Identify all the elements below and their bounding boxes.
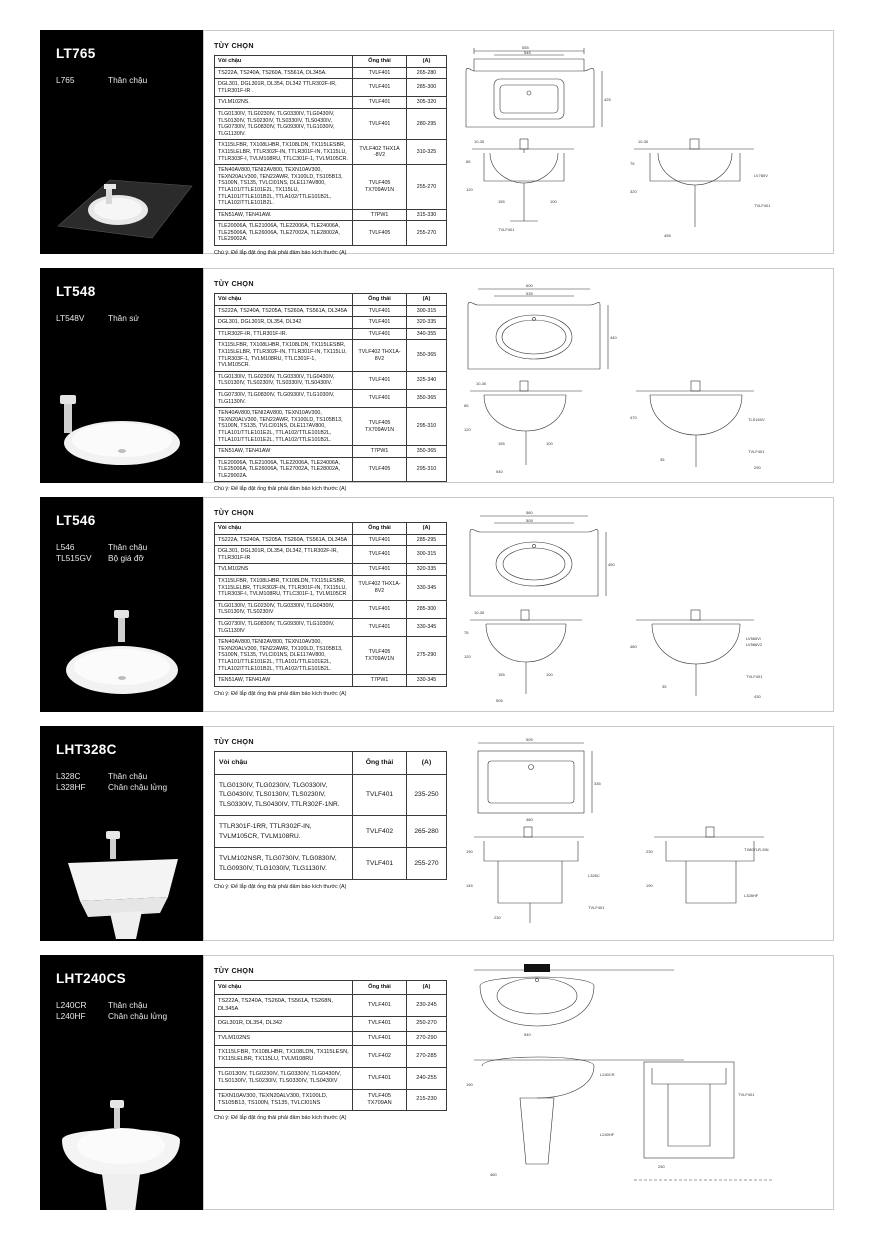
product-desc: Thân sứ — [108, 313, 139, 323]
svg-text:600: 600 — [526, 283, 533, 288]
cell-drain: TVLF402 THX1A-8V2 — [353, 575, 407, 600]
cell-drain: TVLF401 — [353, 546, 407, 564]
cell-faucet: TVLM102NS — [215, 1031, 353, 1045]
product-desc: Thân chậu — [108, 542, 148, 552]
product-code: LT548 — [56, 284, 96, 299]
svg-text:LV565V/: LV565V/ — [746, 636, 762, 641]
table-row — [215, 534, 447, 546]
table-caption: TÙY CHỌN — [214, 279, 254, 288]
cell-faucet: TLG0130IV, TLG0230IV, TLG0330IV, TLG0430IV, TLS0130IV, TLS0230IV, TLS0330IV, TLS0430IV, TLG0730IV, TLG0830IV, TLG0930IV, TLG1030IV, TLG1130IV. — [215, 108, 353, 139]
product-panel — [40, 30, 203, 254]
svg-text:TVLF401: TVLF401 — [498, 227, 515, 232]
svg-text:190: 190 — [646, 883, 653, 888]
cell-drain: T7PW1 — [353, 446, 407, 458]
cell-faucet: TTLR302F-IR, TTLR301F-IR. — [215, 328, 353, 340]
svg-text:120: 120 — [466, 187, 473, 192]
spec-table — [214, 751, 447, 880]
svg-text:460: 460 — [490, 1172, 497, 1177]
product-desc: Thân chậu — [108, 771, 148, 781]
cell-a: 275-290 — [407, 637, 447, 675]
product-code: LHT240CS — [56, 971, 126, 986]
cell-a: 300-315 — [407, 546, 447, 564]
table-row — [215, 1067, 447, 1089]
cell-drain: TVLF401 — [353, 67, 407, 79]
table-row — [215, 408, 447, 446]
table-row — [215, 637, 447, 675]
col-header-faucet: Vòi chậu — [215, 523, 353, 535]
cell-a: 330-345 — [407, 675, 447, 687]
table-row — [215, 140, 447, 165]
cell-faucet: DGL301, DGL301R, DL354, DL342 — [215, 317, 353, 329]
svg-text:480: 480 — [630, 644, 637, 649]
cell-drain: TVLF405 — [353, 457, 407, 482]
svg-text:L240CR: L240CR — [600, 1072, 615, 1077]
product-content — [203, 497, 834, 712]
table-row — [215, 1031, 447, 1045]
svg-text:75: 75 — [464, 630, 469, 635]
product-desc: Thân chậu — [108, 1000, 148, 1010]
spec-table — [214, 522, 447, 687]
svg-text:120: 120 — [464, 654, 471, 659]
cell-faucet: TEN40AV800,TENI2AV800, TEXN10AV300, TEXN20ALV300, TEN22AWR, TX100LD, TS105B13, TS100N, TS135, TVLCI01NS, DLE117AV800, TTLA101/TTLE101E2L, TX115LU, TTLA101/TTLE101B2L, TTLA102/TTLE101B2L, TTLA102/TTLE101B2L. — [215, 165, 353, 210]
col-header-faucet: Vòi chậu — [215, 981, 353, 995]
product-meta — [56, 542, 189, 564]
cell-drain: TVLF401 — [353, 1031, 407, 1045]
table-row — [215, 108, 447, 139]
svg-text:10-30: 10-30 — [474, 610, 485, 615]
table-row — [215, 97, 447, 109]
cell-a: 330-345 — [407, 618, 447, 636]
svg-text:540: 540 — [496, 469, 503, 474]
svg-text:480: 480 — [526, 817, 533, 822]
table-row — [215, 600, 447, 618]
technical-drawing — [454, 727, 833, 940]
table-caption: TÙY CHỌN — [214, 966, 254, 975]
table-row — [215, 1017, 447, 1031]
cell-faucet: TX115LFBR, TX108LHBR, TX108LDN, TX115LESBR, TX115LELBR, TTLR302F-IN, TTLR301F-IN, TX115LU, TTLR303F-I, TVLM108RU, TTLC301F-1, TVLM105CR — [215, 575, 353, 600]
product-meta — [56, 1000, 189, 1022]
cell-faucet: TVLM102NS. — [215, 97, 353, 109]
cell-faucet: DGL301R, DL354, DL342 — [215, 1017, 353, 1031]
cell-drain: TVLF401 — [353, 534, 407, 546]
cell-drain: TVLF401 — [353, 97, 407, 109]
cell-faucet: TLG0130IV, TLG0230IV, TLG0330IV, TLG0430IV, TLS0130IV, TLS0230IV, TLS0330IV, TLS0430IV — [215, 1067, 353, 1089]
cell-a: 320-335 — [407, 317, 447, 329]
product-content — [203, 726, 834, 941]
cell-drain: TVLF405 — [353, 221, 407, 246]
svg-text:430: 430 — [754, 694, 761, 699]
svg-text:L240HF: L240HF — [600, 1132, 615, 1137]
cell-a: 350-365 — [407, 340, 447, 371]
cell-faucet: TS222A, TS240A, TS260A, TS561A, DL345A. — [215, 67, 353, 79]
product-desc-group — [108, 542, 189, 564]
col-header-a: (A) — [407, 56, 447, 68]
product-photo — [40, 1070, 203, 1210]
technical-drawing — [454, 31, 833, 253]
cell-drain: TVLF401 — [353, 79, 407, 97]
svg-text:100: 100 — [546, 672, 553, 677]
product-photo — [40, 801, 203, 941]
cell-drain: TVLF402 — [353, 1046, 407, 1068]
cell-faucet: TEN40AV800,TENI2AV800, TEXN10AV300, TEXN20ALV300, TEN22AWR, TX100LD, TS105B13, TS100N, TS135, TVLCI01NS, DLE117AV800, TTLA101/TTLE101E2L, TTLA102/TTLE101B2L, TTLA101/TTLE101E2L, TTLA102/TTLE101B2L. — [215, 408, 353, 446]
table-row — [215, 340, 447, 371]
cell-drain: T7PW1 — [353, 675, 407, 687]
spec-table-wrap — [204, 498, 454, 711]
svg-text:100: 100 — [546, 441, 553, 446]
svg-text:10-30: 10-30 — [638, 139, 649, 144]
product-model: L328C — [56, 771, 81, 781]
technical-drawing — [454, 498, 833, 711]
product-model-group — [56, 1000, 108, 1022]
spec-table-wrap — [204, 956, 454, 1209]
svg-text:145: 145 — [466, 883, 473, 888]
svg-text:LV780V: LV780V — [754, 173, 768, 178]
cell-a: 235-250 — [407, 774, 447, 816]
cell-drain: T7PW1 — [353, 209, 407, 221]
col-header-faucet: Vòi chậu — [215, 56, 353, 68]
svg-text:555: 555 — [522, 45, 529, 50]
product-row — [40, 497, 834, 712]
product-code: LHT328C — [56, 742, 117, 757]
svg-text:65: 65 — [464, 403, 469, 408]
cell-drain: TVLF402 THX1A -8V2 — [353, 140, 407, 165]
cell-faucet: TLE20006A, TLE21006A, TLE22006A, TLE24006A, TLE25006A, TLE26006A, TLE27002A, TLE28002A, TLE29002A. — [215, 457, 353, 482]
cell-faucet: TEXN10AV300, TEXN20ALV300, TX100LD, TS105B13, TS100N, TS135, TVLCI01NS — [215, 1089, 353, 1111]
cell-faucet: TX115LFBR, TX108LHBR, TX108LDN, TX115LESBR, TX115LELBR, TTLR302F-IN, TTLR301F-IN, TX115LU, TTLR303F-1, TVLM108RU, TTLC301F-1, TVLM105CR. — [215, 340, 353, 371]
svg-text:LV566V2: LV566V2 — [746, 642, 763, 647]
cell-drain: TVLF401 — [353, 618, 407, 636]
col-header-drain: Ống thải — [353, 752, 407, 775]
table-row — [215, 317, 447, 329]
cell-a: 255-270 — [407, 221, 447, 246]
cell-faucet: TVLM102NS — [215, 564, 353, 576]
svg-text:335: 335 — [594, 781, 601, 786]
svg-text:250: 250 — [658, 1164, 665, 1169]
cell-faucet: TLG0730IV, TLG0830IV, TLG0930IV, TLG1030IV, TLG1130IV — [215, 618, 353, 636]
cell-drain: TVLF401 — [353, 1067, 407, 1089]
cell-faucet: TLG0130IV, TLG0230IV, TLG0330IV, TLG0430IV, TLS0130IV, TLS0230IV — [215, 600, 353, 618]
table-row — [215, 165, 447, 210]
svg-text:190: 190 — [466, 1082, 473, 1087]
cell-drain: TVLF405 TX709AV1N — [353, 408, 407, 446]
product-panel — [40, 497, 203, 712]
cell-drain: TVLF401 — [353, 389, 407, 407]
cell-faucet: TLG0130IV, TLG0230IV, TLG0330IV, TLG0430IV, TLS0130IV, TLS0230IV, TLS0330IV, TLS0430IV, TTLR302F-1NR. — [215, 774, 353, 816]
product-panel — [40, 726, 203, 941]
svg-text:TVLF401: TVLF401 — [748, 449, 765, 454]
cell-a: 300-315 — [407, 305, 447, 317]
svg-text:TX807LR-3IN: TX807LR-3IN — [744, 847, 769, 852]
cell-a: 315-330 — [407, 209, 447, 221]
svg-text:505: 505 — [526, 737, 533, 742]
spec-table — [214, 980, 447, 1111]
svg-text:455: 455 — [664, 233, 671, 238]
cell-faucet: TLE20006A, TLE21006A, TLE22006A, TLE24006A, TLE25006A, TLE26006A, TLE27002A, TLE28002A, TLE29002A. — [215, 221, 353, 246]
cell-drain: TVLF401 — [353, 995, 407, 1017]
cell-faucet: TX115LFBR, TX108LHBR, TX108LDN, TX115LESBR, TX115LELBR, TTLR302F-IN, TTLR301F-IN, TX115LU, TTLR303F-I, TVLM108RU, TTLC301F-1, TVLM105CR. — [215, 140, 353, 165]
svg-text:TVLF401: TVLF401 — [746, 674, 763, 679]
svg-text:TVLF401: TVLF401 — [588, 905, 605, 910]
product-model-2: TL515GV — [56, 553, 92, 563]
cell-a: 240-255 — [407, 1067, 447, 1089]
table-row — [215, 221, 447, 246]
cell-faucet: TEN51AW, TEN41AW. — [215, 209, 353, 221]
product-row — [40, 30, 834, 257]
table-row — [215, 79, 447, 97]
svg-text:155: 155 — [498, 199, 505, 204]
svg-text:545: 545 — [524, 50, 531, 55]
cell-drain: TVLF401 — [353, 774, 407, 816]
col-header-faucet: Vòi chậu — [215, 294, 353, 306]
table-row — [215, 305, 447, 317]
table-row — [215, 446, 447, 458]
cell-faucet: TVLM102NSR, TLG0730IV, TLG0830IV, TLG0930IV, TLG1030IV, TLG1130IV. — [215, 848, 353, 880]
product-model: L546 — [56, 542, 75, 552]
cell-a: 255-270 — [407, 165, 447, 210]
cell-faucet: TEN40AV800,TENI2AV800, TEXN10AV300, TEXN20ALV300, TEN22AWR, TX100LD, TS105B13, TS100N, TS135, TVLCI01NS, DLE117AV800, TTLA101/TTLE101E2L, TTLA101/TTLE101E2L, TTLA102/TTLE101B2L, TTLA102/TTLE101B2L. — [215, 637, 353, 675]
spec-table-wrap — [204, 727, 454, 940]
product-code: LT546 — [56, 513, 96, 528]
cell-a: 280-295 — [407, 108, 447, 139]
cell-a: 350-365 — [407, 389, 447, 407]
cell-a: 270-290 — [407, 1031, 447, 1045]
svg-text:10-30: 10-30 — [474, 139, 485, 144]
svg-text:505: 505 — [526, 518, 533, 523]
cell-faucet: TS222A, TS240A, TS260A, TS561A, TS268N, DL345A — [215, 995, 353, 1017]
product-content — [203, 955, 834, 1210]
product-row — [40, 955, 834, 1210]
cell-a: 285-300 — [407, 79, 447, 97]
cell-drain: TVLF401 — [353, 848, 407, 880]
svg-text:35: 35 — [660, 457, 665, 462]
table-row — [215, 371, 447, 389]
cell-drain: TVLF401 — [353, 317, 407, 329]
product-meta — [56, 313, 189, 324]
cell-drain: TVLF402 THX1A-8V2 — [353, 340, 407, 371]
product-model-group — [56, 542, 108, 564]
cell-a: 270-285 — [407, 1046, 447, 1068]
spec-table — [214, 293, 447, 482]
table-row — [215, 816, 447, 848]
cell-a: 310-325 — [407, 140, 447, 165]
product-desc: Thân chậu — [108, 75, 148, 85]
product-desc-2: Bộ giá đỡ — [108, 553, 144, 563]
col-header-drain: Ống thải — [353, 523, 407, 535]
table-note: Chú ý: Để lắp đặt ống thải phải đảm bảo kích thước (A) — [214, 486, 347, 493]
svg-text:230: 230 — [494, 915, 501, 920]
cell-faucet: TEN51AW, TEN41AW — [215, 675, 353, 687]
product-model: L240CR — [56, 1000, 87, 1010]
cell-a: 250-270 — [407, 1017, 447, 1031]
cell-drain: TVLF401 — [353, 328, 407, 340]
product-content — [203, 30, 834, 257]
cell-drain: TVLF401 — [353, 371, 407, 389]
svg-text:65: 65 — [466, 159, 471, 164]
product-code: LT765 — [56, 46, 96, 61]
product-model-group — [56, 771, 108, 793]
cell-faucet: TS222A, TS240A, TS205A, TS260A, TS561A, DL345A — [215, 534, 353, 546]
product-model: L765 — [56, 75, 75, 85]
technical-drawing — [454, 269, 833, 482]
col-header-faucet: Vòi chậu — [215, 752, 353, 775]
table-row — [215, 848, 447, 880]
svg-text:35: 35 — [662, 684, 667, 689]
cell-faucet: TLG0130IV, TLG0230IV, TLG0330IV, TLG0430IV, TLS0130IV, TLS0230IV, TLS0330IV, TLS0430IV. — [215, 371, 353, 389]
svg-text:450: 450 — [608, 562, 615, 567]
svg-text:540: 540 — [524, 1032, 531, 1037]
product-photo — [40, 572, 203, 712]
technical-drawing — [454, 956, 833, 1209]
cell-a: 320-335 — [407, 564, 447, 576]
cell-drain: TVLF402 — [353, 816, 407, 848]
product-desc-group — [108, 1000, 189, 1022]
cell-a: 265-280 — [407, 67, 447, 79]
svg-text:155: 155 — [498, 672, 505, 677]
cell-drain: TVLF401 — [353, 305, 407, 317]
table-row — [215, 389, 447, 407]
table-row — [215, 618, 447, 636]
table-caption: TÙY CHỌN — [214, 41, 254, 50]
col-header-a: (A) — [407, 981, 447, 995]
table-row — [215, 328, 447, 340]
svg-text:190: 190 — [466, 849, 473, 854]
table-caption: TÙY CHỌN — [214, 508, 254, 517]
spec-table — [214, 55, 447, 246]
product-photo — [40, 343, 203, 483]
cell-a: 350-365 — [407, 446, 447, 458]
product-model: LT548V — [56, 313, 85, 323]
cell-a: 230-245 — [407, 995, 447, 1017]
cell-faucet: TX115LFBR, TX108LHBR, TX108LDN, TX115LESN, TX115LELBR, TX115LU, TVLM108RU — [215, 1046, 353, 1068]
product-meta — [56, 771, 189, 793]
table-row — [215, 575, 447, 600]
col-header-a: (A) — [407, 294, 447, 306]
table-note: Chú ý: Để lắp đặt ống thải phải đảm bảo kích thước (A) — [214, 250, 347, 257]
spec-table-wrap — [204, 269, 454, 493]
table-row — [215, 209, 447, 221]
cell-a: 305-320 — [407, 97, 447, 109]
product-model-2: L240HF — [56, 1011, 86, 1021]
product-desc-group — [108, 771, 189, 793]
cell-a: 295-310 — [407, 457, 447, 482]
table-note: Chú ý: Để lắp đặt ống thải phải đảm bảo kích thước (A) — [214, 690, 347, 697]
svg-text:100: 100 — [550, 199, 557, 204]
cell-drain: TVLF401 — [353, 108, 407, 139]
svg-text:230: 230 — [646, 849, 653, 854]
product-panel — [40, 268, 203, 483]
cell-a: 255-270 — [407, 848, 447, 880]
svg-text:155: 155 — [498, 441, 505, 446]
cell-a: 215-230 — [407, 1089, 447, 1111]
table-note: Chú ý: Để lắp đặt ống thải phải đảm bảo kích thước (A) — [214, 884, 347, 890]
svg-text:75: 75 — [630, 161, 635, 166]
product-desc-2: Chân chậu lửng — [108, 1011, 168, 1021]
product-desc-2: Chân chậu lửng — [108, 782, 168, 792]
svg-text:120: 120 — [464, 427, 471, 432]
cell-faucet: TS222A, TS240A, TS205A, TS260A, TS561A, DL345A — [215, 305, 353, 317]
col-header-a: (A) — [407, 752, 447, 775]
table-note: Chú ý: Để lắp đặt ống thải phải đảm bảo kích thước (A) — [214, 1115, 347, 1122]
table-row — [215, 564, 447, 576]
product-photo — [40, 114, 203, 254]
cell-a: 330-345 — [407, 575, 447, 600]
table-row — [215, 675, 447, 687]
cell-a: 340-355 — [407, 328, 447, 340]
cell-faucet: DGL301, DGL301R, DL354, DL342, TTLR302F-IR, TTLR301F-IR — [215, 546, 353, 564]
cell-a: 295-310 — [407, 408, 447, 446]
spec-table-wrap — [204, 31, 454, 257]
svg-text:290: 290 — [754, 465, 761, 470]
product-content — [203, 268, 834, 493]
table-row — [215, 67, 447, 79]
product-row — [40, 726, 834, 941]
svg-text:560: 560 — [526, 510, 533, 515]
cell-drain: TVLF401 — [353, 1017, 407, 1031]
cell-faucet: DGL301, DGL301R, DL354, DL342 TTLR302F-IR, TTLR301F-IR . — [215, 79, 353, 97]
svg-text:L328HF: L328HF — [744, 893, 759, 898]
svg-text:320: 320 — [630, 189, 637, 194]
svg-text:TLS160V: TLS160V — [748, 417, 765, 422]
svg-text:10-30: 10-30 — [476, 381, 487, 386]
table-caption: TÙY CHỌN — [214, 737, 254, 746]
col-header-drain: Ống thải — [353, 981, 407, 995]
col-header-drain: Ống thải — [353, 56, 407, 68]
product-meta — [56, 75, 189, 86]
cell-drain: TVLF401 — [353, 564, 407, 576]
product-row — [40, 268, 834, 493]
svg-text:425: 425 — [604, 97, 611, 102]
table-row — [215, 995, 447, 1017]
svg-text:505: 505 — [496, 698, 503, 703]
svg-text:470: 470 — [630, 415, 637, 420]
svg-text:L326C: L326C — [588, 873, 600, 878]
svg-text:535: 535 — [526, 291, 533, 296]
product-panel — [40, 955, 203, 1210]
cell-faucet: TEN51AW, TEN41AW — [215, 446, 353, 458]
cell-a: 265-280 — [407, 816, 447, 848]
svg-text:TVLF401: TVLF401 — [754, 203, 771, 208]
cell-a: 285-300 — [407, 600, 447, 618]
table-row — [215, 1046, 447, 1068]
cell-a: 285-295 — [407, 534, 447, 546]
col-header-drain: Ống thải — [353, 294, 407, 306]
cell-a: 325-340 — [407, 371, 447, 389]
cell-drain: TVLF405 TX709AV1N — [353, 165, 407, 210]
table-row — [215, 457, 447, 482]
svg-text:TVLF401: TVLF401 — [738, 1092, 755, 1097]
col-header-a: (A) — [407, 523, 447, 535]
table-row — [215, 774, 447, 816]
cell-drain: TVLF405 TX709AV1N — [353, 637, 407, 675]
cell-drain: TVLF401 — [353, 600, 407, 618]
product-model-2: L328HF — [56, 782, 86, 792]
table-row — [215, 546, 447, 564]
cell-faucet: TTLR301F-1RR, TTLR302F-IN, TVLM105CR, TVLM108RU. — [215, 816, 353, 848]
cell-faucet: TLG0730IV, TLG0830IV, TLG0930IV, TLG1030IV, TLG1130IV. — [215, 389, 353, 407]
table-row — [215, 1089, 447, 1111]
cell-drain: TVLF405 TX709AN — [353, 1089, 407, 1111]
svg-text:440: 440 — [610, 335, 617, 340]
